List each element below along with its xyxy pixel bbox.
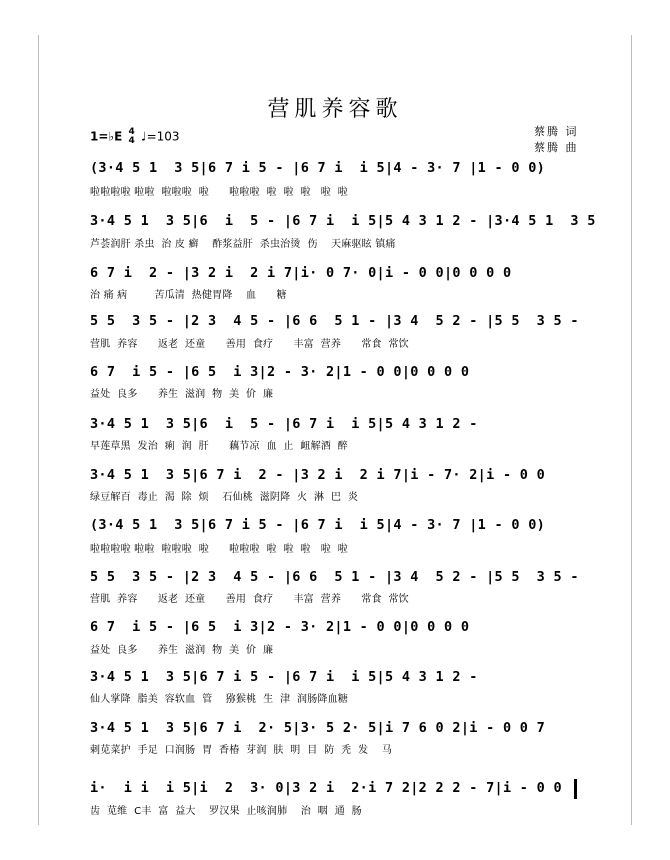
system-6-notes: 3·4 5 1 3 5|6 i 5 - |6 7 i i 5|5 4 3 1 2 -: [90, 416, 487, 432]
page-edge-left: [38, 35, 39, 825]
system-5-lyrics: 益处 良多 养生 滋润 物 美 价 廉: [90, 389, 274, 400]
system-3-lyrics: 治 痛 病 苦瓜清 热健胃降 血 糖: [90, 290, 287, 301]
system-4-lyrics: 营肌 养容 返老 还童 善用 食疗 丰富 营养 常食 常饮: [90, 339, 409, 350]
system-8-notes: (3·4 5 1 3 5|6 7 i 5 - |6 7 i i 5|4 - 3· 7 |1 - 0 0): [90, 517, 546, 533]
system-13-lyrics: 齿 苋维 C丰 富 益大 罗汉果 止咳润肺 治 咽 通 肠: [90, 806, 362, 817]
key-signature: 1=♭E: [90, 129, 123, 144]
final-barline: [574, 779, 577, 799]
system-10-notes: 6 7 i 5 - |6 5 i 3|2 - 3· 2|1 - 0 0|0 0 0 0: [90, 619, 470, 635]
system-1-lyrics: 啦啦啦啦 啦啦 啦啦啦 啦 啦啦啦 啦 啦 啦 啦 啦: [90, 187, 348, 198]
tempo-marking: ♩=103: [140, 129, 180, 144]
system-2-notes: 3·4 5 1 3 5|6 i 5 - |6 7 i i 5|5 4 3 1 2 - |3·4 5 1 3 5: [90, 213, 596, 229]
page-edge-right: [631, 35, 632, 825]
system-9-notes: 5 5 3 5 - |2 3 4 5 - |6 6 5 1 - |3 4 5 2 - |5 5 3 5 -: [90, 569, 579, 585]
system-12-lyrics: 剌苋菜护 手足 口润肠 胃 香椿 芽润 肤 明 目 防 秃 发 马: [90, 745, 393, 756]
composer-credit: 蔡腾 曲: [534, 141, 579, 154]
system-11-notes: 3·4 5 1 3 5|6 7 i 5 - |6 7 i i 5|5 4 3 1 2 -: [90, 669, 487, 685]
system-13-notes: i· i i i 5|i 2 3· 0|3 2 i 2·i 7 2|2 2 2 - 7|i - 0 0: [90, 780, 562, 796]
system-11-lyrics: 仙人掌降 脂美 容软血 管 猕猴桃 生 津 润肠降血糖: [90, 694, 349, 705]
system-5-notes: 6 7 i 5 - |6 5 i 3|2 - 3· 2|1 - 0 0|0 0 0 0: [90, 364, 470, 380]
system-8-lyrics: 啦啦啦啦 啦啦 啦啦啦 啦 啦啦啦 啦 啦 啦 啦 啦: [90, 544, 348, 555]
time-signature: 4 4: [128, 127, 135, 146]
system-12-notes: 3·4 5 1 3 5|6 7 i 2· 5|3· 5 2· 5|i 7 6 0 2|i - 0 0 7: [90, 720, 546, 736]
system-9-lyrics: 营肌 养容 返老 还童 善用 食疗 丰富 营养 常食 常饮: [90, 594, 409, 605]
system-7-lyrics: 绿豆解百 毒止 渴 除 烦 石仙桃 滋阴降 火 淋 巴 炎: [90, 492, 359, 503]
song-title: 营肌养容歌: [267, 97, 403, 122]
system-4-notes: 5 5 3 5 - |2 3 4 5 - |6 6 5 1 - |3 4 5 2 - |5 5 3 5 -: [90, 313, 579, 329]
lyricist-credit: 蔡腾 词: [534, 125, 579, 138]
key-tempo-line: [90, 128, 180, 146]
system-2-lyrics: 芦荟润肝 杀虫 治 皮 癣 酢浆益肝 杀虫治烫 伤 天麻驱眩 镇痛: [90, 239, 396, 250]
system-1-notes: (3·4 5 1 3 5|6 7 i 5 - |6 7 i i 5|4 - 3· 7 |1 - 0 0): [90, 160, 546, 176]
system-3-notes: 6 7 i 2 - |3 2 i 2 i 7|i· 0 7· 0|i - 0 0|0 0 0 0: [90, 265, 512, 281]
system-10-lyrics: 益处 良多 养生 滋润 物 美 价 廉: [90, 645, 274, 656]
system-7-notes: 3·4 5 1 3 5|6 7 i 2 - |3 2 i 2 i 7|i - 7· 2|i - 0 0: [90, 467, 546, 483]
system-6-lyrics: 早莲草黑 发治 痢 润 肝 藕节凉 血 止 衄解酒 醉: [90, 441, 348, 452]
